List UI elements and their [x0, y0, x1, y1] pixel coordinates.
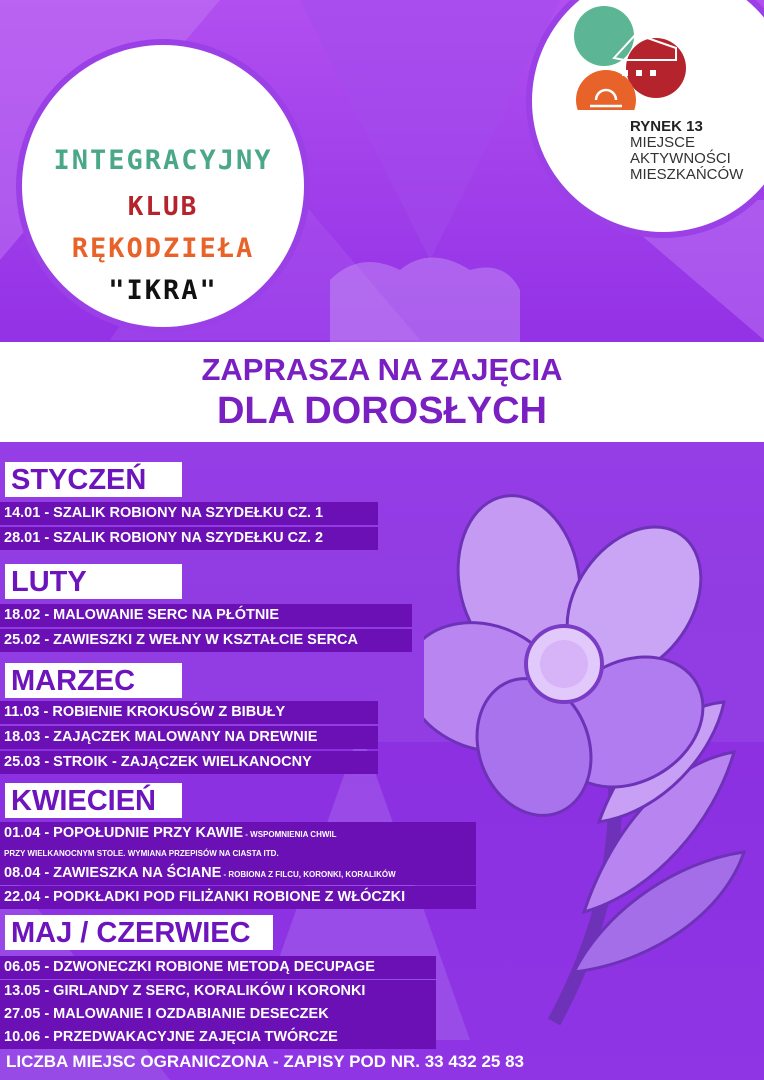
event-row-april-2	[0, 862, 476, 885]
month-header-april: KWIECIEŃ	[5, 783, 182, 818]
event-row-january-1: 14.01 - SZALIK ROBIONY NA SZYDEŁKU CZ. 1	[0, 502, 378, 525]
event-row-february-2: 25.02 - ZAWIESZKI Z WEŁNY W KSZTAŁCIE SERCA	[0, 629, 412, 652]
event-row-march-2: 18.03 - ZAJĄCZEK MALOWANY NA DREWNIE	[0, 726, 378, 749]
event-row-april-3: 22.04 - PODKŁADKI POD FILIŻANKI ROBIONE Z WŁÓCZKI	[0, 886, 476, 909]
logo-text-line-4: MIESZKAŃCÓW	[630, 166, 744, 183]
event-row-april-1-note	[0, 842, 476, 862]
event-row-february-1: 18.02 - MALOWANIE SERC NA PŁÓTNIE	[0, 604, 412, 627]
club-title-line-4: "IKRA"	[108, 275, 218, 306]
event-note: - ROBIONA Z FILCU, KORONKI, KORALIKÓW	[221, 870, 396, 879]
month-header-february: LUTY	[5, 564, 182, 599]
club-name-badge	[22, 45, 304, 327]
club-title-line-1: INTEGRACYJNY	[53, 145, 273, 176]
event-title: 01.04 - POPOŁUDNIE PRZY KAWIE	[4, 825, 244, 841]
rynek-13-logo-icon	[566, 0, 686, 110]
logo-text-line-1: RYNEK 13	[630, 118, 703, 135]
event-row-march-3: 25.03 - STROIK - ZAJĄCZEK WIELKANOCNY	[0, 751, 378, 774]
club-title-line-2: KLUB	[127, 192, 199, 222]
event-row-may-1: 06.05 - DZWONECZKI ROBIONE METODĄ DECUPAGE	[0, 956, 436, 979]
month-header-may-june: MAJ / CZERWIEC	[5, 915, 273, 950]
footer-registration-info: LICZBA MIEJSC OGRANICZONA - ZAPISY POD NR. 33 432 25 83	[6, 1052, 524, 1071]
event-row-may-3: 27.05 - MALOWANIE I OZDABIANIE DESECZEK	[0, 1003, 436, 1026]
month-header-january: STYCZEŃ	[5, 462, 182, 497]
month-header-march: MARZEC	[5, 663, 182, 698]
logo-text-line-2: MIEJSCE	[630, 134, 696, 151]
event-row-may-2: 13.05 - GIRLANDY Z SERC, KORALIKÓW I KORONKI	[0, 980, 436, 1003]
logo-text-line-3: AKTYWNOŚCI	[630, 150, 731, 167]
banner-line-2: DLA DOROSŁYCH	[216, 390, 548, 432]
flower-illustration	[424, 492, 764, 1072]
event-row-march-1: 11.03 - ROBIENIE KROKUSÓW Z BIBUŁY	[0, 701, 378, 724]
invitation-banner	[0, 342, 764, 442]
event-note: PRZY WIELKANOCNYM STOLE. WYMIANA PRZEPISÓW NA CIASTA ITD.	[4, 849, 279, 858]
event-row-june-1: 10.06 - PRZEDWAKACYJNE ZAJĘCIA TWÓRCZE	[0, 1026, 436, 1049]
event-title: 08.04 - ZAWIESZKA NA ŚCIANE	[4, 865, 222, 881]
event-note: - WSPOMNIENIA CHWIL	[243, 830, 337, 839]
club-title-line-3: RĘKODZIEŁA	[71, 233, 255, 264]
event-row-january-2: 28.01 - SZALIK ROBIONY NA SZYDEŁKU CZ. 2	[0, 527, 378, 550]
banner-line-1: ZAPRASZA NA ZAJĘCIA	[201, 352, 563, 387]
